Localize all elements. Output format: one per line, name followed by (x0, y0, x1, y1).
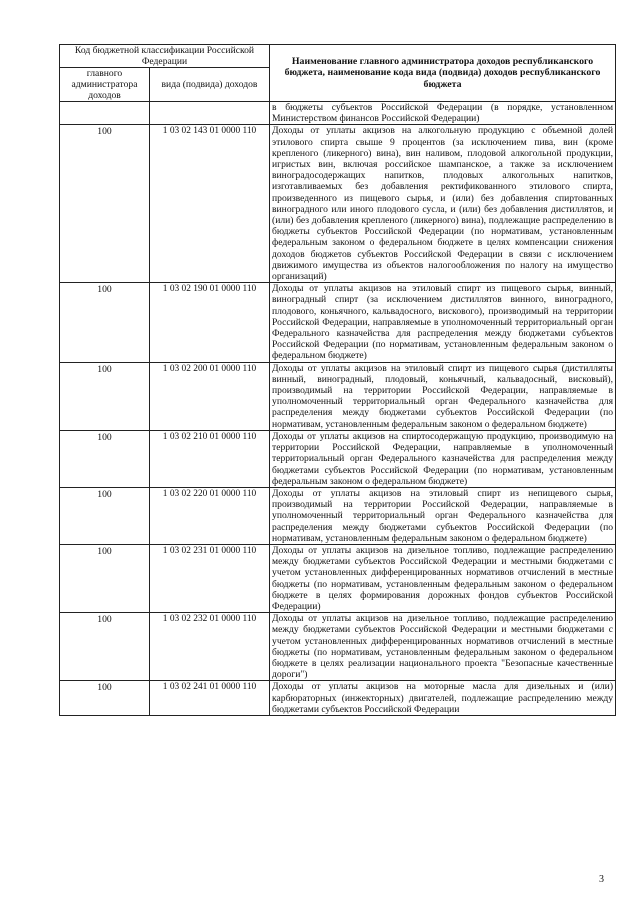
table-row (60, 362, 616, 430)
budget-classification-table (59, 44, 616, 716)
desc-cell: Доходы от уплаты акцизов на дизельное топливо, подлежащие распределению между бюджетами субъектов Российской Федерации и местными бюджетами с учетом установленных дифференцированных нормативов отчислений в местные бюджеты (по нормативам, установленным федеральным законом о федеральном бюджете в целях формирования дорожных фондов субъектов Российской Федерации) (270, 544, 616, 612)
table-row (60, 613, 616, 681)
admin-code-cell: 100 (60, 544, 150, 612)
desc-cell: Доходы от уплаты акцизов на этиловый спирт из непищевого сырья, производимый на территории Российской Федерации, направляемые в уполномоченный территориальный орган Федерального казначейства для распределения между бюджетами субъектов Российской Федерации (по нормативам, установленным федеральным законом о федеральном бюджете) (270, 487, 616, 544)
page-number: 3 (599, 874, 604, 885)
desc-cell: Доходы от уплаты акцизов на этиловый спирт из пищевого сырья (дистилляты винный, виноградный, плодовый, коньячный, кальвадосный, висковый), производимый на территории Российской Федерации, направляемые в уполномоченный территориальный орган Федерального казначейства для распределения между бюджетами субъектов Российской Федерации (по нормативам, установленным федеральным законом о федеральном бюджете) (270, 362, 616, 430)
code-cell: 1 03 02 143 01 0000 110 (150, 125, 270, 283)
desc-cell: Доходы от уплаты акцизов на дизельное топливо, подлежащие распределению между бюджетами субъектов Российской Федерации и местными бюджетами с учетом установленных дифференцированных нормативов отчислений в местные бюджеты (по нормативам, установленным федеральным законом о федеральном бюджете в целях реализации национального проекта "Безопасные качественные дороги") (270, 613, 616, 681)
code-cell: 1 03 02 232 01 0000 110 (150, 613, 270, 681)
document-page (59, 44, 615, 716)
table-row (60, 430, 616, 487)
header-col-admin: главного администратора доходов (60, 68, 150, 102)
table-row (60, 125, 616, 283)
table-row (60, 487, 616, 544)
table-row (60, 544, 616, 612)
code-cell (150, 102, 270, 125)
desc-cell: Доходы от уплаты акцизов на этиловый спирт из пищевого сырья, винный, виноградный спирт (за исключением дистиллятов винного, виноградного, плодового, коньячного, кальвадосного, вискового), производимый на территории Российской Федерации, направляемые в уполномоченный территориальный орган Федерального казначейства для распределения между бюджетами субъектов Российской Федерации (по нормативам, установленным федеральным законом о федеральном бюджете) (270, 283, 616, 362)
code-cell: 1 03 02 210 01 0000 110 (150, 430, 270, 487)
admin-code-cell: 100 (60, 487, 150, 544)
header-col-name: Наименование главного администратора доходов республиканского бюджета, наименование кода вида (подвида) доходов республиканского бюджета (270, 45, 616, 102)
desc-cell: Доходы от уплаты акцизов на спиртосодержащую продукцию, производимую на территории Российской Федерации, направляемые в уполномоченный территориальный орган Федерального казначейства для распределения между бюджетами субъектов Российской Федерации (по нормативам, установленным федеральным законом о федеральном бюджете) (270, 430, 616, 487)
admin-code-cell: 100 (60, 283, 150, 362)
code-cell: 1 03 02 200 01 0000 110 (150, 362, 270, 430)
table-row (60, 102, 616, 125)
header-col-type: вида (подвида) доходов (150, 68, 270, 102)
admin-code-cell: 100 (60, 125, 150, 283)
admin-code-cell: 100 (60, 681, 150, 716)
table-row (60, 681, 616, 716)
code-cell: 1 03 02 241 01 0000 110 (150, 681, 270, 716)
admin-code-cell: 100 (60, 362, 150, 430)
admin-code-cell: 100 (60, 430, 150, 487)
admin-code-cell (60, 102, 150, 125)
desc-cell: Доходы от уплаты акцизов на моторные масла для дизельных и (или) карбюраторных (инжекторных) двигателей, подлежащие распределению между бюджетами субъектов Российской Федерации (270, 681, 616, 716)
header-group-title: Код бюджетной классификации Российской Федерации (60, 45, 270, 68)
header-row-top (60, 45, 616, 68)
code-cell: 1 03 02 190 01 0000 110 (150, 283, 270, 362)
table-body (60, 102, 616, 716)
code-cell: 1 03 02 220 01 0000 110 (150, 487, 270, 544)
admin-code-cell: 100 (60, 613, 150, 681)
desc-cell: в бюджеты субъектов Российской Федерации (в порядке, установленном Министерством финансов Российской Федерации) (270, 102, 616, 125)
desc-cell: Доходы от уплаты акцизов на алкогольную продукцию с объемной долей этилового спирта свыше 9 процентов (за исключением пива, вин (кроме крепленого (ликерного) вина), вин наливом, плодовой алкогольной продукции, игристых вин, включая российское шампанское, а также за исключением виноградосодержащих напитков, плодовых алкогольных напитков, изготавливаемых без добавления ректификованного этилового спирта, произведенного из пищевого сырья, и (или) без добавления спиртованных виноградного или иного плодового сусла, и (или) без добавления дистиллятов, и (или) без добавления крепленого (ликерного) вина), подлежащие распределению в бюджеты субъектов Российской Федерации (по нормативам, установленным федеральным законом о федеральном бюджете в целях компенсации снижения доходов бюджетов субъектов Российской Федерации в связи с исключением движимого имущества из объектов налогообложения по налогу на имущество организаций) (270, 125, 616, 283)
table-row (60, 283, 616, 362)
code-cell: 1 03 02 231 01 0000 110 (150, 544, 270, 612)
